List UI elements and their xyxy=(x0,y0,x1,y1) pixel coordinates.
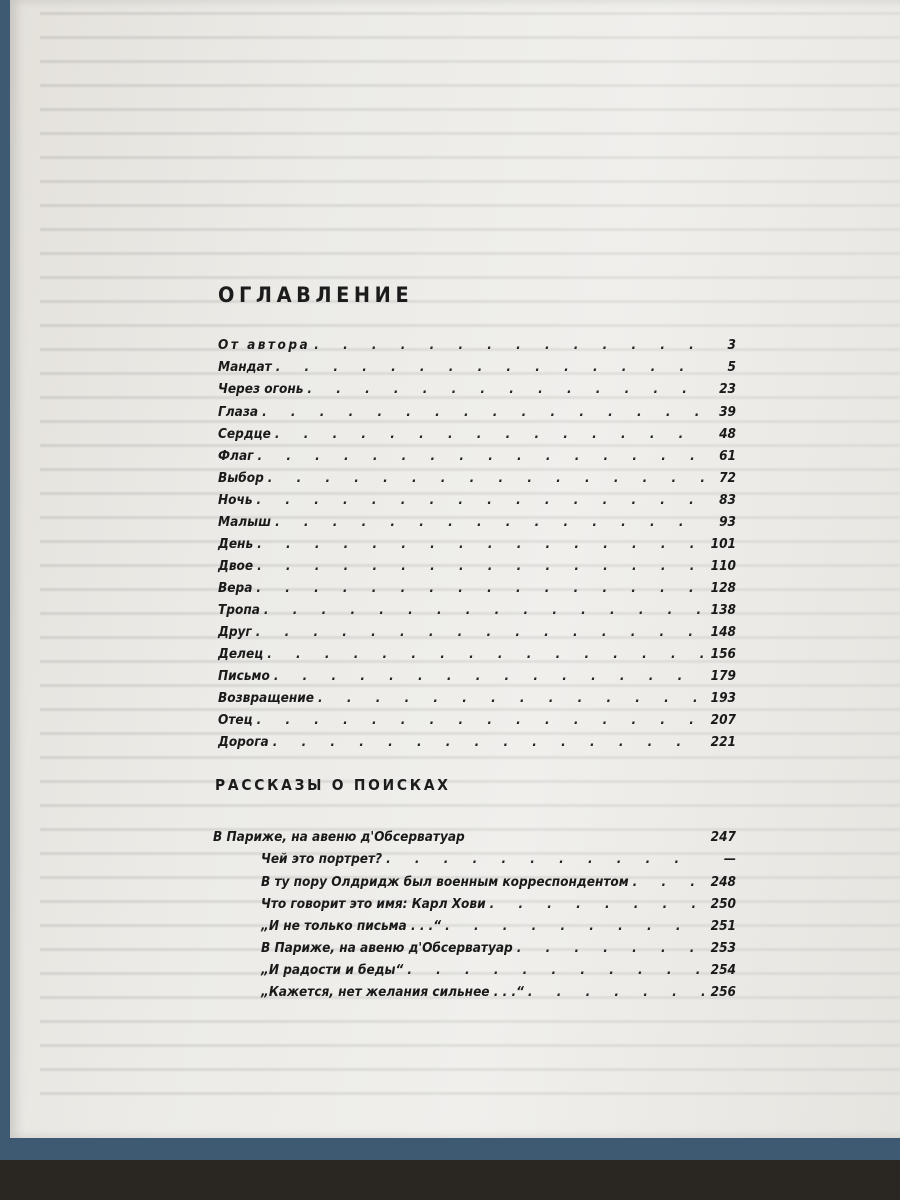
dot-leader xyxy=(490,894,704,914)
dot-leader xyxy=(314,335,704,355)
dot-leader xyxy=(274,666,704,686)
toc-entry-page: 3 xyxy=(727,337,736,353)
toc-entry xyxy=(218,666,736,686)
toc-entry-page: 156 xyxy=(710,646,736,662)
toc-entry-label: От автора xyxy=(218,337,311,353)
dot-leader xyxy=(257,534,704,554)
toc-entry-label: Друг xyxy=(218,624,252,640)
toc-entry-label: Отец xyxy=(218,712,253,728)
toc-entry-page: 72 xyxy=(719,470,736,486)
toc-entry-page: 101 xyxy=(710,536,736,552)
toc-entry-label: Выбор xyxy=(218,470,264,486)
toc-entry xyxy=(218,424,736,444)
toc-entry-page: 23 xyxy=(719,381,736,397)
dot-leader xyxy=(267,644,704,664)
toc-entry xyxy=(218,732,736,752)
dot-leader xyxy=(256,578,704,598)
toc-entry-page: 179 xyxy=(710,668,736,684)
toc-entry xyxy=(218,556,736,576)
dot-leader xyxy=(407,960,704,980)
dot-leader xyxy=(268,468,704,488)
toc-subentry xyxy=(261,938,736,958)
toc-entry xyxy=(218,512,736,532)
toc-entry xyxy=(218,600,736,620)
toc-entry-page: 251 xyxy=(710,918,736,934)
dot-leader xyxy=(318,688,704,708)
toc-entry xyxy=(218,357,736,377)
toc-entry-label: День xyxy=(218,536,254,552)
dot-leader xyxy=(257,490,704,510)
dot-leader xyxy=(264,600,704,620)
toc-subentry xyxy=(261,982,736,1002)
toc-entry xyxy=(218,578,736,598)
toc-subentry xyxy=(261,960,736,980)
toc-entry xyxy=(218,335,736,355)
toc-entry-label: Через огонь xyxy=(218,381,304,397)
toc-entry-page: 207 xyxy=(710,712,736,728)
dot-leader xyxy=(275,512,704,532)
dot-leader xyxy=(307,379,704,399)
toc-entry-label: В Париже, на авеню д'Обсерватуар xyxy=(261,940,513,956)
dot-leader xyxy=(633,872,704,892)
toc-entry-page: 61 xyxy=(719,448,736,464)
toc-entry-label: Возвращение xyxy=(218,690,315,706)
stories-heading-entry xyxy=(213,827,736,847)
toc-subentry xyxy=(261,849,736,869)
dot-leader xyxy=(257,556,704,576)
toc-entry xyxy=(218,534,736,554)
dot-leader xyxy=(386,849,704,869)
toc-entry-page: 250 xyxy=(710,896,736,912)
toc-entry-label: В ту пору Олдридж был военным корреспондентом xyxy=(261,874,629,890)
toc-entry xyxy=(218,468,736,488)
toc-entry-label: Ночь xyxy=(218,492,253,508)
toc-entry xyxy=(218,644,736,664)
toc-entry-label: Флаг xyxy=(218,448,254,464)
toc-entry-page: 93 xyxy=(719,514,736,530)
toc-entry-page: 253 xyxy=(710,940,736,956)
toc-entry-page: 248 xyxy=(710,874,736,890)
dot-leader xyxy=(257,710,704,730)
toc-entry xyxy=(218,622,736,642)
toc-entry-page: — xyxy=(723,851,736,867)
dot-leader xyxy=(256,622,704,642)
toc-entry-page: 221 xyxy=(710,734,736,750)
toc-entry-page: 83 xyxy=(719,492,736,508)
toc-entry xyxy=(218,688,736,708)
toc-entry-label: „И не только письма . . .“ xyxy=(261,918,442,934)
toc-entry xyxy=(218,710,736,730)
toc-subentry xyxy=(261,872,736,892)
toc-entry-label: Двое xyxy=(218,558,254,574)
stories-title: РАССКАЗЫ О ПОИСКАХ xyxy=(215,776,451,794)
toc-entry-page: 39 xyxy=(719,404,736,420)
toc-entry-page: 48 xyxy=(719,426,736,442)
contents-title: ОГЛАВЛЕНИЕ xyxy=(218,283,414,307)
toc-entry-label: Сердце xyxy=(218,426,271,442)
dot-leader xyxy=(262,402,704,422)
toc-entry-label: Глаза xyxy=(218,404,259,420)
toc-entry xyxy=(218,379,736,399)
toc-entry-page: 5 xyxy=(727,359,736,375)
toc-entry-page: 193 xyxy=(710,690,736,706)
toc-subentry xyxy=(261,894,736,914)
toc-entry-label: „Кажется, нет желания сильнее . . .“ xyxy=(261,984,524,1000)
toc-entry xyxy=(218,490,736,510)
dot-leader xyxy=(276,357,704,377)
toc-entry-label: Мандат xyxy=(218,359,272,375)
toc-entry-page: 254 xyxy=(710,962,736,978)
dot-leader xyxy=(257,446,704,466)
toc-entry-page: 148 xyxy=(710,624,736,640)
toc-entry-label: Дорога xyxy=(218,734,269,750)
toc-entry-page: 247 xyxy=(710,829,736,845)
toc-entry-label: „И радости и беды“ xyxy=(261,962,404,978)
toc-entry-label: Чей это портрет? xyxy=(261,851,383,867)
toc-entry-label: В Париже, на авеню д'Обсерватуар xyxy=(213,829,465,845)
toc-subentry xyxy=(261,916,736,936)
toc-entry-page: 256 xyxy=(710,984,736,1000)
toc-entry xyxy=(218,446,736,466)
dot-leader xyxy=(445,916,704,936)
toc-entry-page: 110 xyxy=(710,558,736,574)
toc-entry xyxy=(218,402,736,422)
toc-entry-label: Письмо xyxy=(218,668,270,684)
dot-leader xyxy=(273,732,704,752)
toc-entry-label: Малыш xyxy=(218,514,272,530)
toc-entry-label: Вера xyxy=(218,580,253,596)
dot-leader xyxy=(528,982,704,1002)
toc-entry-label: Делец xyxy=(218,646,264,662)
toc-entry-page: 138 xyxy=(710,602,736,618)
dot-leader xyxy=(517,938,704,958)
toc-entry-page: 128 xyxy=(710,580,736,596)
dot-leader xyxy=(275,424,704,444)
toc-entry-label: Тропа xyxy=(218,602,260,618)
toc-entry-label: Что говорит это имя: Карл Хови xyxy=(261,896,486,912)
